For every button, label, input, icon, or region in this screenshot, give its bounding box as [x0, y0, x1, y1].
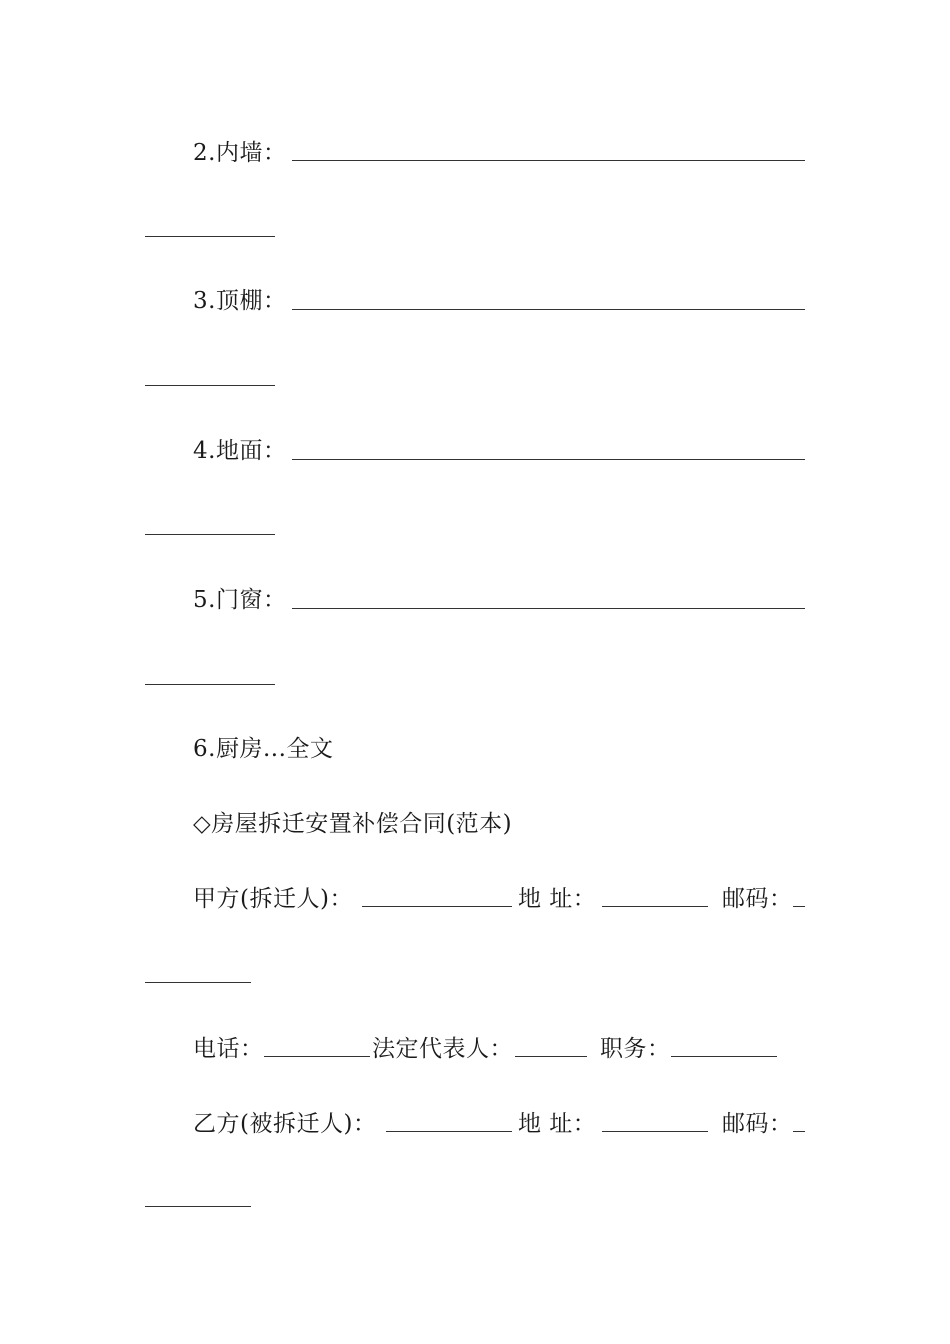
fill-blank [292, 459, 805, 460]
party-b-postcode-blank [793, 1131, 805, 1132]
fill-blank-continued [145, 385, 275, 386]
contract-title-text: ◇房屋拆迁安置补偿合同(范本) [193, 811, 513, 837]
address-label: 地 址： [518, 1111, 597, 1137]
fill-blank [292, 160, 805, 161]
party-a-postcode-blank [793, 906, 805, 907]
party-a-contact-line [193, 1034, 264, 1064]
party-b-address-blank [602, 1131, 708, 1132]
item-label: 4.地面： [193, 438, 287, 464]
item-label: 2.内墙： [193, 140, 287, 166]
phone-label: 电话： [193, 1036, 264, 1062]
party-b-postcode-blank-continued [145, 1206, 251, 1207]
item-floor [193, 436, 286, 466]
postcode-label: 邮码： [722, 886, 793, 912]
fill-blank-continued [145, 684, 275, 685]
item-label: 5.门窗： [193, 587, 287, 613]
party-b-line [193, 1109, 376, 1139]
party-b-address [518, 1109, 596, 1139]
item-ceiling [193, 286, 286, 316]
party-b-name-blank [386, 1131, 512, 1132]
position-label: 职务： [600, 1036, 671, 1062]
position [600, 1034, 671, 1064]
legal-rep [372, 1034, 513, 1064]
party-a-name-blank [362, 906, 512, 907]
position-blank [671, 1056, 777, 1057]
party-b-label: 乙方(被拆迁人)： [193, 1111, 377, 1137]
phone-blank [264, 1056, 370, 1057]
fill-blank [292, 608, 805, 609]
party-a-line [193, 884, 353, 914]
party-a-postcode [722, 884, 793, 914]
party-a-address [518, 884, 596, 914]
fill-blank-continued [145, 236, 275, 237]
item-doors-windows [193, 585, 286, 615]
contract-title [193, 809, 512, 839]
fill-blank-continued [145, 534, 275, 535]
item-label: 6.厨房...全文 [193, 736, 334, 762]
legal-rep-blank [515, 1056, 587, 1057]
postcode-label: 邮码： [722, 1111, 793, 1137]
fill-blank [292, 309, 805, 310]
item-interior-wall [193, 138, 286, 168]
legal-rep-label: 法定代表人： [372, 1036, 513, 1062]
party-a-postcode-blank-continued [145, 982, 251, 983]
item-label: 3.顶棚： [193, 288, 287, 314]
address-label: 地 址： [518, 886, 597, 912]
item-kitchen [193, 734, 333, 764]
party-a-address-blank [602, 906, 708, 907]
party-a-label: 甲方(拆迁人)： [193, 886, 353, 912]
party-b-postcode [722, 1109, 793, 1139]
